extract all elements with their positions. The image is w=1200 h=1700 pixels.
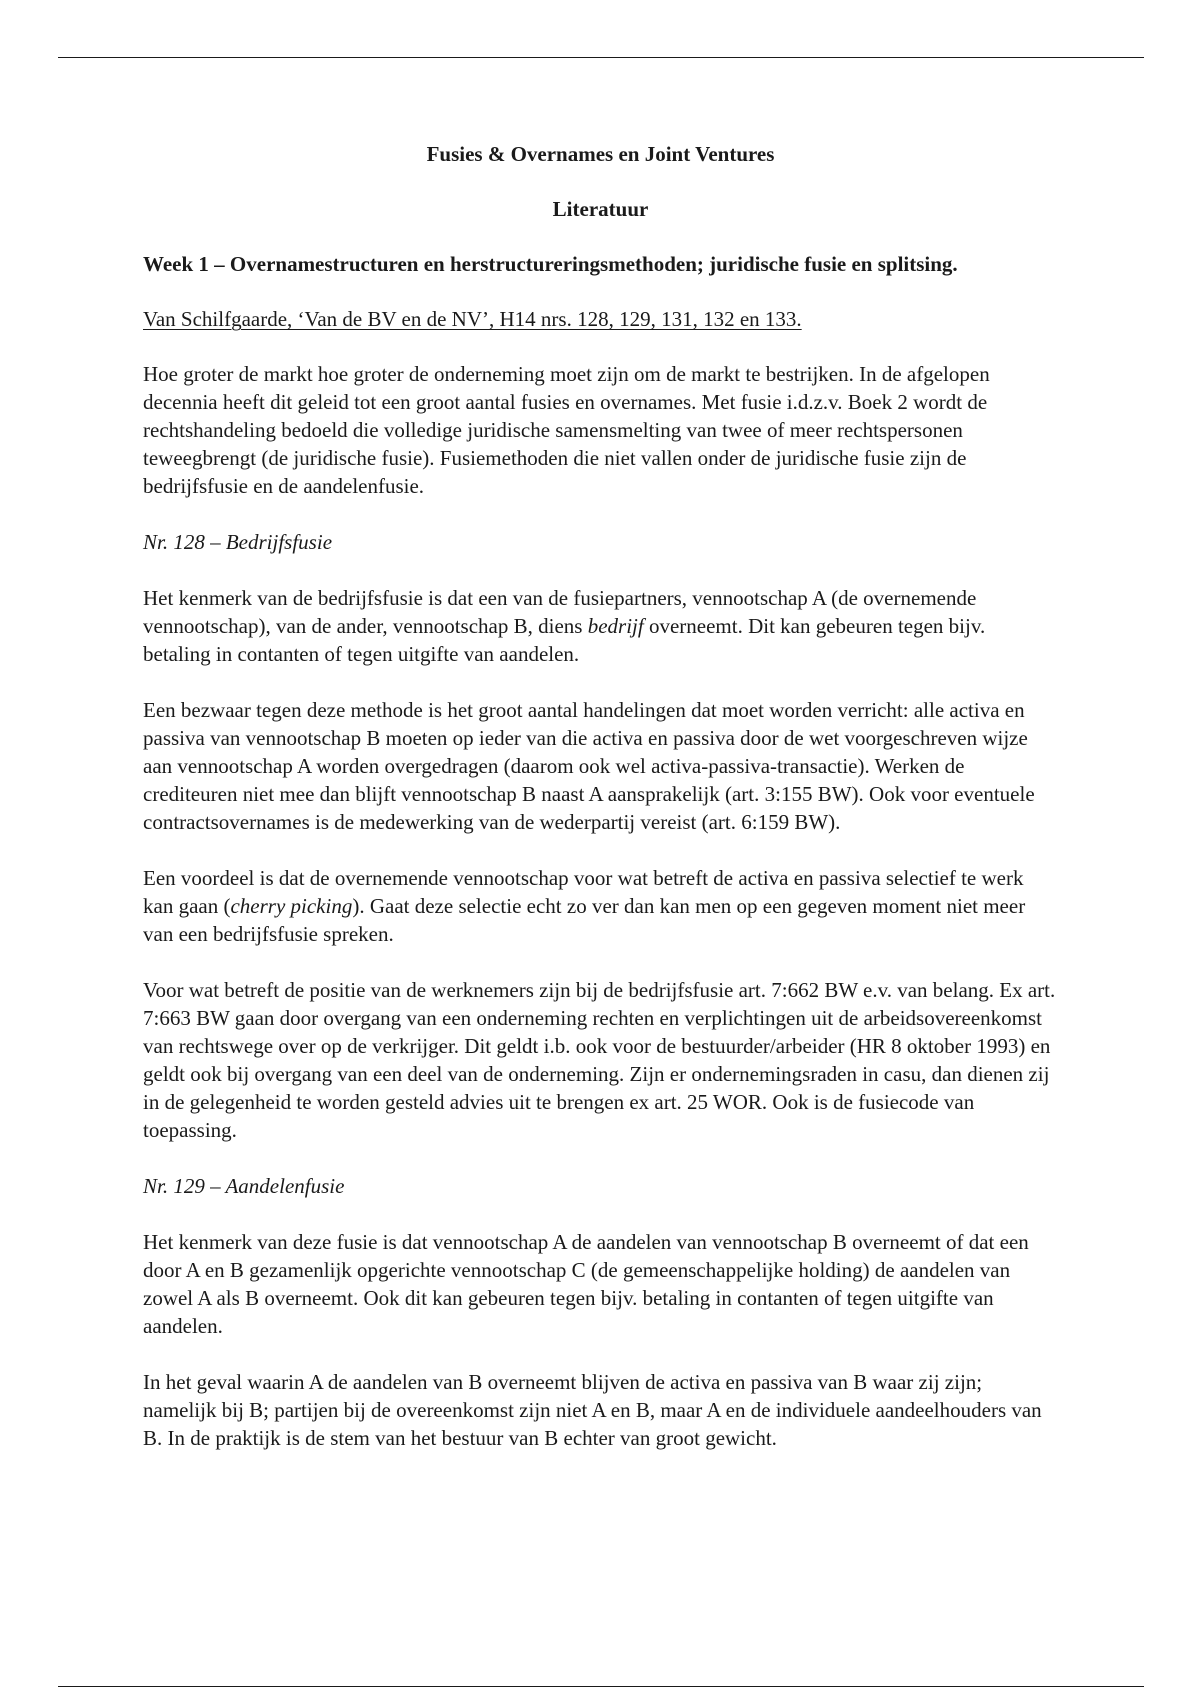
section-128-heading: Nr. 128 – Bedrijfsfusie xyxy=(143,530,333,554)
emphasis-cherry-picking: cherry picking xyxy=(230,894,353,918)
top-rule xyxy=(58,57,1144,58)
section-128-paragraph-3 xyxy=(143,864,1058,948)
document-title: Fusies & Overnames en Joint Ventures xyxy=(426,142,775,166)
intro-paragraph: Hoe groter de markt hoe groter de onderneming moet zijn om de markt te bestrijken. In de afgelopen decennia heeft dit geleid tot een groot aantal fusies en overnames. Met fusie i.d.z.v. Boek 2 wordt de rechtshandeling bedoeld die volledige juridische samensmelting van twee of meer rechtspersonen teweegbrengt (de juridische fusie). Fusiemethoden die niet vallen onder de juridische fusie zijn de bedrijfsfusie en de aandelenfusie. xyxy=(143,362,990,498)
text-run: Het kenmerk van de bedrijfsfusie is dat een van de fusiepartners, vennootschap A (de overnemende vennootschap), van de ander, vennootschap B, diens xyxy=(143,586,977,638)
text-run: Een voordeel is dat de overnemende vennootschap voor wat betreft de activa en passiva selectief te werk kan gaan ( xyxy=(143,866,1024,918)
section-129-paragraph-1: Het kenmerk van deze fusie is dat vennootschap A de aandelen van vennootschap B overneemt of dat een door A en B gezamenlijk opgerichte vennootschap C (de gemeenschappelijke holding) de aandelen van zowel A als B overneemt. Ook dit kan gebeuren tegen bijv. betaling in contanten of tegen uitgifte van aandelen. xyxy=(143,1230,1029,1338)
text-run: overneemt. Dit kan gebeuren tegen bijv. betaling in contanten of tegen uitgifte van aandelen. xyxy=(143,614,986,666)
text-run: ). Gaat deze selectie echt zo ver dan kan men op een gegeven moment niet meer van een bedrijfsfusie spreken. xyxy=(143,894,1026,946)
source-reference: Van Schilfgaarde, ‘Van de BV en de NV’, H14 nrs. 128, 129, 131, 132 en 133. xyxy=(143,307,802,331)
document-subtitle: Literatuur xyxy=(552,197,649,221)
section-129-paragraph-2: In het geval waarin A de aandelen van B overneemt blijven de activa en passiva van B waar zij zijn; namelijk bij B; partijen bij de overeenkomst zijn niet A en B, maar A en de individuele aandeelhouders van B. In de praktijk is de stem van het bestuur van B echter van groot gewicht. xyxy=(143,1370,1042,1450)
section-128-paragraph-4: Voor wat betreft de positie van de werknemers zijn bij de bedrijfsfusie art. 7:662 BW e.v. van belang. Ex art. 7:663 BW gaan door overgang van een onderneming rechten en verplichtingen uit de arbeidsovereenkomst van rechtswege over op de verkrijger. Dit geldt i.b. ook voor de bestuurder/arbeider (HR 8 oktober 1993) en geldt ook bij overgang van een deel van de onderneming. Zijn er ondernemingsraden in casu, dan dienen zij in de gelegenheid te worden gesteld advies uit te brengen ex art. 25 WOR. Ook is de fusiecode van toepassing. xyxy=(143,978,1056,1142)
section-128-paragraph-2: Een bezwaar tegen deze methode is het groot aantal handelingen dat moet worden verricht: alle activa en passiva van vennootschap B moeten op ieder van die activa en passiva door de wet voorgeschreven wijze aan vennootschap A worden overgedragen (daarom ook wel activa-passiva-transactie). Werken de crediteuren niet mee dan blijft vennootschap B naast A aansprakelijk (art. 3:155 BW). Ook voor eventuele contractsovernames is de medewerking van de wederpartij vereist (art. 6:159 BW). xyxy=(143,698,1035,834)
bottom-rule xyxy=(58,1686,1144,1687)
section-129-heading: Nr. 129 – Aandelenfusie xyxy=(143,1174,345,1198)
section-128-paragraph-1 xyxy=(143,584,1058,668)
document-body xyxy=(143,140,1058,1480)
week-heading: Week 1 – Overnamestructuren en herstructureringsmethoden; juridische fusie en splitsing. xyxy=(143,252,958,276)
emphasis-bedrijf: bedrijf xyxy=(587,614,644,638)
